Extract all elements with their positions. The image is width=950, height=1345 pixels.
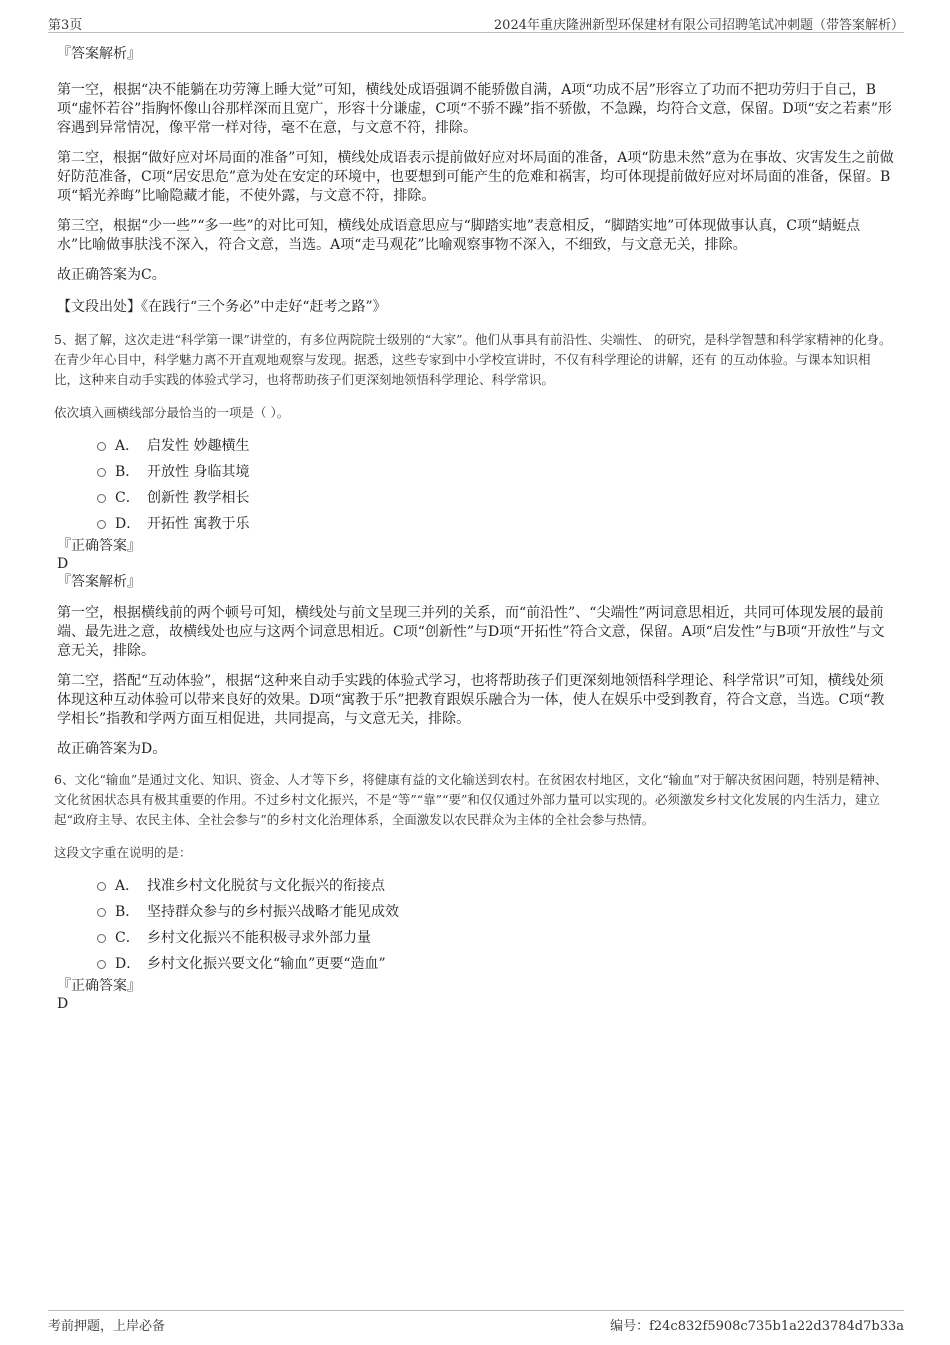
option-text: 启发性 妙趣横生 bbox=[147, 438, 250, 454]
analysis-label: 『答案解析』 bbox=[57, 574, 141, 590]
radio-icon[interactable] bbox=[97, 882, 106, 891]
option-c[interactable] bbox=[57, 485, 895, 511]
analysis-conclusion: 故正确答案为D。 bbox=[57, 741, 167, 757]
option-d[interactable] bbox=[57, 511, 895, 537]
radio-icon[interactable] bbox=[97, 960, 106, 969]
option-text: 创新性 教学相长 bbox=[147, 490, 250, 506]
document-code: 编号：f24c832f5908c735b1a22d3784d7b33a bbox=[610, 1319, 904, 1334]
option-letter: C． bbox=[115, 490, 140, 506]
page-footer bbox=[48, 1310, 904, 1335]
option-b[interactable] bbox=[57, 459, 895, 485]
correct-answer-label: 『正确答案』 bbox=[57, 538, 141, 554]
page-number: 第3页 bbox=[48, 18, 83, 33]
radio-icon[interactable] bbox=[97, 494, 106, 503]
page-header bbox=[48, 12, 904, 33]
option-text: 坚持群众参与的乡村振兴战略才能见成效 bbox=[147, 904, 399, 920]
analysis-conclusion: 故正确答案为C。 bbox=[57, 267, 166, 283]
correct-answer: D bbox=[57, 996, 69, 1012]
option-list bbox=[57, 433, 895, 537]
passage-source: 【文段出处】《在践行“三个务必”中走好“赶考之路”》 bbox=[57, 299, 387, 315]
question-prompt: 依次填入画横线部分最恰当的一项是（ ）。 bbox=[54, 405, 290, 420]
option-a[interactable] bbox=[57, 433, 895, 459]
radio-icon[interactable] bbox=[97, 908, 106, 917]
option-letter: B． bbox=[115, 904, 140, 920]
radio-icon[interactable] bbox=[97, 468, 106, 477]
analysis-label: 『答案解析』 bbox=[57, 46, 141, 62]
option-text: 开放性 身临其境 bbox=[147, 464, 250, 480]
option-d[interactable] bbox=[57, 951, 895, 977]
radio-icon[interactable] bbox=[97, 520, 106, 529]
analysis-paragraph: 第二空，根据“做好应对坏局面的准备”可知，横线处成语表示提前做好应对坏局面的准备，A项“防患未然”意为在事故、灾害发生之前做好防范准备，C项“居安思危”意为处在安定的环境中，也要想到可能产生的危难和祸害，均可体现提前做好应对坏局面的准备，保留。B项“韬光养晦”比喻隐藏才能，不使外露，与文意不符，排除。 bbox=[57, 150, 894, 204]
option-letter: D． bbox=[115, 956, 141, 972]
option-letter: B． bbox=[115, 464, 140, 480]
radio-icon[interactable] bbox=[97, 934, 106, 943]
analysis-paragraph: 第一空，根据“决不能躺在功劳簿上睡大觉”可知，横线处成语强调不能骄傲自满，A项“功成不居”形容立了功而不把功劳归于自己，B项“虚怀若谷”指胸怀像山谷那样深而且宽广，形容十分谦虚，C项“不骄不躁”指不骄傲，不急躁，均符合文意，保留。D项“安之若素”形容遇到异常情况，像平常一样对待，毫不在意，与文意不符，排除。 bbox=[57, 82, 892, 136]
option-letter: D． bbox=[115, 516, 141, 532]
option-text: 乡村文化振兴不能积极寻求外部力量 bbox=[147, 930, 371, 946]
option-letter: A． bbox=[115, 878, 140, 894]
option-b[interactable] bbox=[57, 899, 895, 925]
option-letter: A． bbox=[115, 438, 140, 454]
document-title: 2024年重庆隆洲新型环保建材有限公司招聘笔试冲刺题（带答案解析） bbox=[493, 18, 904, 33]
option-text: 乡村文化振兴要文化“输血”更要“造血” bbox=[147, 956, 386, 972]
option-c[interactable] bbox=[57, 925, 895, 951]
option-letter: C． bbox=[115, 930, 140, 946]
correct-answer-label: 『正确答案』 bbox=[57, 978, 141, 994]
page-content bbox=[54, 44, 895, 1013]
question-stem: 6、文化“输血”是通过文化、知识、资金、人才等下乡，将健康有益的文化输送到农村。在贫困农村地区，文化“输血”对于解决贫困问题，特别是精神、文化贫困状态具有极其重要的作用。不过乡村文化振兴，不是“等”“靠”“要”和仅仅通过外部力量可以实现的。必须激发乡村文化发展的内生活力，建立起“政府主导、农民主体、全社会参与”的乡村文化治理体系，全面激发以农民群众为主体的全社会参与热情。 bbox=[54, 772, 888, 827]
analysis-paragraph: 第一空，根据横线前的两个顿号可知，横线处与前文呈现三并列的关系，而“前沿性”、“尖端性”两词意思相近，共同可体现发展的最前端、最先进之意，故横线处也应与这两个词意思相近。C项“创新性”与D项“开拓性”符合文意，保留。A项“启发性”与B项“开放性”与文意无关，排除。 bbox=[57, 605, 885, 659]
radio-icon[interactable] bbox=[97, 442, 106, 451]
option-text: 开拓性 寓教于乐 bbox=[147, 516, 250, 532]
footer-slogan: 考前押题，上岸必备 bbox=[48, 1319, 166, 1334]
question-prompt: 这段文字重在说明的是： bbox=[54, 845, 192, 860]
question-stem: 5、据了解，这次走进“科学第一课”讲堂的，有多位两院院士级别的“大家”。他们从事具有前沿性、尖端性、 的研究，是科学智慧和科学家精神的化身。在青少年心目中，科学魅力离不开直观地观察与发现。据悉，这些专家到中小学校宣讲时，不仅有科学理论的讲解，还有 的互动体验。与课本知识相比，这种来自动手实践的体验式学习，也将帮助孩子们更深刻地领悟科学理论、科学常识。 bbox=[54, 332, 892, 387]
option-a[interactable] bbox=[57, 873, 895, 899]
option-list bbox=[57, 873, 895, 977]
analysis-paragraph: 第三空，根据“少一些”“多一些”的对比可知，横线处成语意思应与“脚踏实地”表意相反，“脚踏实地”可体现做事认真，C项“蜻蜓点水”比喻做事肤浅不深入，符合文意，当选。A项“走马观花”比喻观察事物不深入，不细致，与文意无关，排除。 bbox=[57, 218, 861, 253]
analysis-paragraph: 第二空，搭配“互动体验”，根据“这种来自动手实践的体验式学习，也将帮助孩子们更深刻地领悟科学理论、科学常识”可知，横线处须体现这种互动体验可以带来良好的效果。D项“寓教于乐”把教育跟娱乐融合为一体，使人在娱乐中受到教育，符合文意，当选。C项“教学相长”指教和学两方面互相促进，共同提高，与文意无关，排除。 bbox=[57, 673, 885, 727]
option-text: 找准乡村文化脱贫与文化振兴的衔接点 bbox=[147, 878, 385, 894]
correct-answer: D bbox=[57, 556, 69, 572]
